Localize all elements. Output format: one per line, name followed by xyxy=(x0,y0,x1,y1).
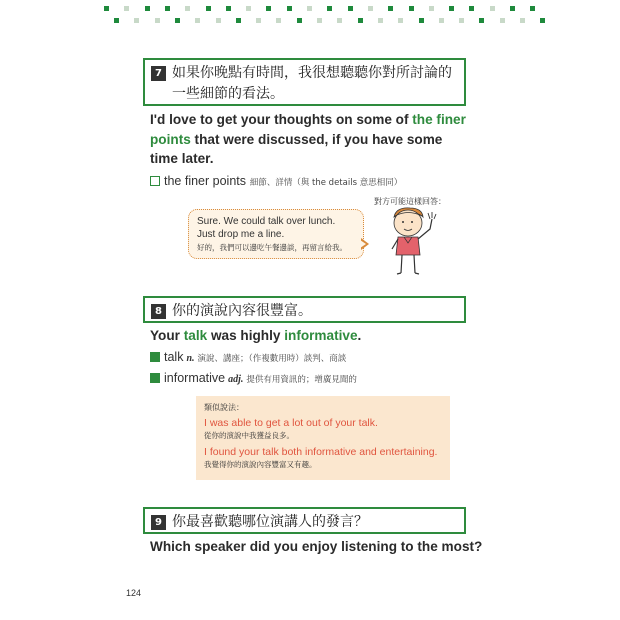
decor-dot xyxy=(124,6,129,11)
decor-dot xyxy=(337,18,342,23)
question-number: 9 xyxy=(151,515,166,530)
decor-dot xyxy=(490,6,495,11)
decor-dot xyxy=(114,18,119,23)
question-box-8 xyxy=(143,296,466,323)
decor-dot xyxy=(287,6,292,11)
decor-dot xyxy=(226,6,231,11)
sentence-part: was highly xyxy=(207,328,285,343)
vocab-meaning: 演說、講座；（作複數用時）談判、商談 xyxy=(197,354,347,364)
decor-dot xyxy=(206,6,211,11)
vocab-word: informative xyxy=(164,371,226,385)
decor-dot xyxy=(378,18,383,23)
decor-dot xyxy=(236,18,241,23)
vocab-word: talk xyxy=(164,350,184,364)
decor-dot xyxy=(246,6,251,11)
decor-dot xyxy=(469,6,474,11)
decor-dot xyxy=(134,18,139,23)
decor-dot xyxy=(530,6,535,11)
decor-dot xyxy=(540,18,545,23)
decor-dot xyxy=(297,18,302,23)
decor-dot xyxy=(398,18,403,23)
waving-person-illustration xyxy=(380,205,440,277)
sentence-part: that were discussed, if you have some time later. xyxy=(150,131,443,166)
decor-dot xyxy=(419,18,424,23)
vocab-entry xyxy=(150,174,402,188)
part-of-speech: adj. xyxy=(228,374,244,385)
decor-dot xyxy=(327,6,332,11)
english-sentence-9 xyxy=(150,537,490,557)
similar-expressions-box xyxy=(196,396,450,480)
decor-dot xyxy=(175,18,180,23)
question-number: 7 xyxy=(151,66,166,81)
decor-dot xyxy=(317,18,322,23)
vocab-word: the finer points xyxy=(164,174,246,188)
decor-dot xyxy=(348,6,353,11)
decor-dot xyxy=(165,6,170,11)
vocab-square-icon xyxy=(150,373,160,383)
question-text-zh: 你最喜歡聽哪位演講人的發言？ xyxy=(172,514,368,530)
decor-dot xyxy=(368,6,373,11)
decor-dot xyxy=(409,6,414,11)
part-of-speech: n. xyxy=(186,353,195,364)
reply-chinese: 好的，我們可以邊吃午餐邊談，再留言給我。 xyxy=(197,243,347,252)
speech-bubble xyxy=(188,209,364,259)
question-box-9 xyxy=(143,507,466,534)
decor-dot xyxy=(500,18,505,23)
vocab-meaning: 提供有用資訊的；增廣見聞的 xyxy=(246,375,357,385)
question-text-zh: 如果你晚點有時間，我很想聽聽你對所討論的一些細節的看法。 xyxy=(172,65,452,102)
reply-label: 對方可能這樣回答： xyxy=(374,197,446,206)
question-number: 8 xyxy=(151,304,166,319)
vocab-meaning: 細節、詳情（與 the details 意思相同） xyxy=(249,178,403,188)
decor-dot xyxy=(266,6,271,11)
decor-dot xyxy=(276,18,281,23)
decor-dot xyxy=(145,6,150,11)
key-phrase: informative xyxy=(284,328,358,343)
top-dot-row-2 xyxy=(0,18,620,24)
similar-chinese: 從你的演說中我獲益良多。 xyxy=(204,431,294,440)
decor-dot xyxy=(479,18,484,23)
sentence-part: Which speaker did you enjoy listening to the most? xyxy=(150,539,483,554)
similar-english: I was able to get a lot out of your talk. xyxy=(204,417,378,429)
decor-dot xyxy=(459,18,464,23)
similar-heading: 類似說法： xyxy=(204,403,244,412)
decor-dot xyxy=(256,18,261,23)
decor-dot xyxy=(429,6,434,11)
vocab-entry xyxy=(150,371,357,385)
key-phrase: the finer points xyxy=(150,112,466,147)
decor-dot xyxy=(307,6,312,11)
decor-dot xyxy=(358,18,363,23)
page-number: 124 xyxy=(126,588,142,598)
decor-dot xyxy=(195,18,200,23)
english-sentence-8 xyxy=(150,326,470,346)
sentence-part: Your xyxy=(150,328,184,343)
reply-english: Sure. We could talk over lunch. Just drop me a line. xyxy=(197,216,336,240)
key-phrase: talk xyxy=(183,328,208,343)
decor-dot xyxy=(104,6,109,11)
question-text-zh: 你的演說內容很豐富。 xyxy=(172,303,312,319)
question-box-7 xyxy=(143,58,466,106)
bubble-tail-inner xyxy=(360,240,366,248)
decor-dot xyxy=(185,6,190,11)
decor-dot xyxy=(449,6,454,11)
english-sentence-7 xyxy=(150,110,470,169)
decor-dot xyxy=(439,18,444,23)
sentence-part: . xyxy=(357,328,362,343)
decor-dot xyxy=(155,18,160,23)
decor-dot xyxy=(388,6,393,11)
sentence-part: I'd love to get your thoughts on some of xyxy=(150,112,413,127)
vocab-square-icon xyxy=(150,352,160,362)
vocab-square-icon xyxy=(150,176,160,186)
decor-dot xyxy=(520,18,525,23)
vocab-entry xyxy=(150,350,346,364)
decor-dot xyxy=(510,6,515,11)
top-dot-row-1 xyxy=(0,6,620,12)
decor-dot xyxy=(216,18,221,23)
similar-chinese: 我覺得你的演說內容豐富又有趣。 xyxy=(204,460,317,469)
similar-english: I found your talk both informative and entertaining. xyxy=(204,446,438,458)
